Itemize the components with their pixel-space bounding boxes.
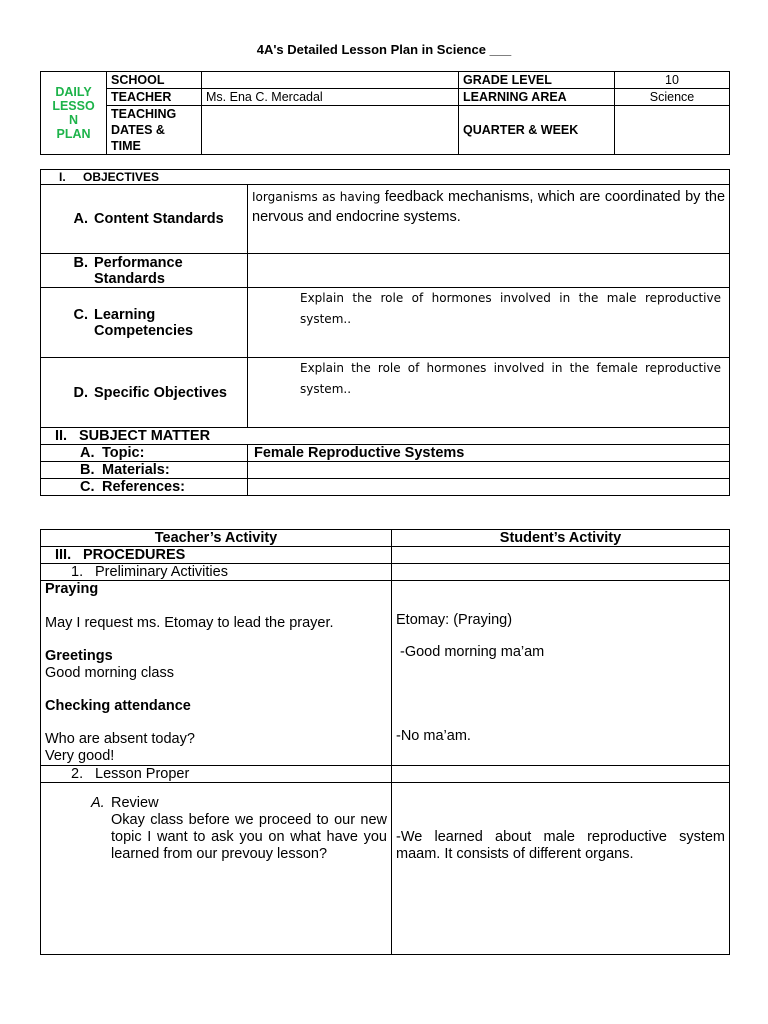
student-praying: Etomay: (Praying) [396,612,513,628]
learning-area-label: LEARNING AREA [459,89,615,106]
references-label: C. References: [41,479,248,496]
attendance-question: Who are absent today? [45,731,195,747]
preliminary-activities: 1. Preliminary Activities [41,564,392,581]
student-review-answer: -We learned about male reproductive system maam. It consists of different organs. [396,829,725,862]
attendance-remark: Very good! [45,748,115,764]
topic-field[interactable]: Female Reproductive Systems [248,445,730,462]
performance-standards-field[interactable] [248,254,730,288]
review-question: Okay class before we proceed to our new topic I want to ask you on what have you learned from our prevouy lesson? [111,812,387,862]
lesson-proper: 2. Lesson Proper [41,766,392,783]
greetings-heading: Greetings [45,648,113,664]
review-teacher-activity: A. Review Okay class before we proceed to our new topic I want to ask you on what have you learned from our prevouy lesson? [41,783,392,955]
teaching-dates-label: TEACHING DATES & TIME [107,106,202,155]
student-greeting: -Good morning ma’am [400,644,545,660]
objectives-heading: I. OBJECTIVES [41,170,730,185]
quarter-week-label: QUARTER & WEEK [459,106,615,155]
procedures-heading: III. PROCEDURES [41,547,392,564]
daily-lesson-plan-label: DAILY LESSO N PLAN [41,72,107,155]
topic-label: A. Topic: [41,445,248,462]
procedures-student-cell [392,547,730,564]
quarter-week-field[interactable] [615,106,730,155]
review-student-activity [392,783,730,955]
objectives-table [40,169,730,496]
teacher-field[interactable]: Ms. Ena C. Mercadal [202,89,459,106]
greetings-text: Good morning class [45,665,174,681]
praying-heading: Praying [45,581,99,597]
lesson-proper-student-cell [392,766,730,783]
document-title: 4A's Detailed Lesson Plan in Science ___ [256,42,512,57]
teaching-dates-field[interactable] [202,106,459,155]
header-table [40,71,730,155]
preliminary-teacher-activity [41,581,392,766]
materials-field[interactable] [248,462,730,479]
praying-text: May I request ms. Etomay to lead the prayer. [45,615,334,631]
specific-objectives-field[interactable]: Explain the role of hormones involved in the female reproductive system.. [248,358,730,428]
grade-level-field[interactable]: 10 [615,72,730,89]
subject-matter-heading: II. SUBJECT MATTER [41,428,730,445]
references-field[interactable] [248,479,730,496]
student-absent-reply: -No ma’am. [396,728,471,744]
teacher-activity-header: Teacher’s Activity [41,530,392,547]
content-standards-label: A. Content Standards [41,185,248,254]
learning-competencies-label: C. Learning Competencies [41,288,248,358]
school-label: SCHOOL [107,72,202,89]
teacher-label: TEACHER [107,89,202,106]
learning-area-field[interactable]: Science [615,89,730,106]
preliminary-student-activity [392,581,730,766]
grade-level-label: GRADE LEVEL [459,72,615,89]
student-activity-header: Student’s Activity [392,530,730,547]
specific-objectives-label: D. Specific Objectives [41,358,248,428]
content-standards-field[interactable]: Iorganisms as having feedback mechanisms, which are coordinated by the nervous and endocrine systems. [248,185,730,254]
materials-label: B. Materials: [41,462,248,479]
school-field[interactable] [202,72,459,89]
review-heading: Review [111,795,159,811]
attendance-heading: Checking attendance [45,698,191,714]
performance-standards-label: B. Performance Standards [41,254,248,288]
preliminary-student-cell [392,564,730,581]
learning-competencies-field[interactable]: Explain the role of hormones involved in the male reproductive system.. [248,288,730,358]
procedures-table [40,529,730,955]
